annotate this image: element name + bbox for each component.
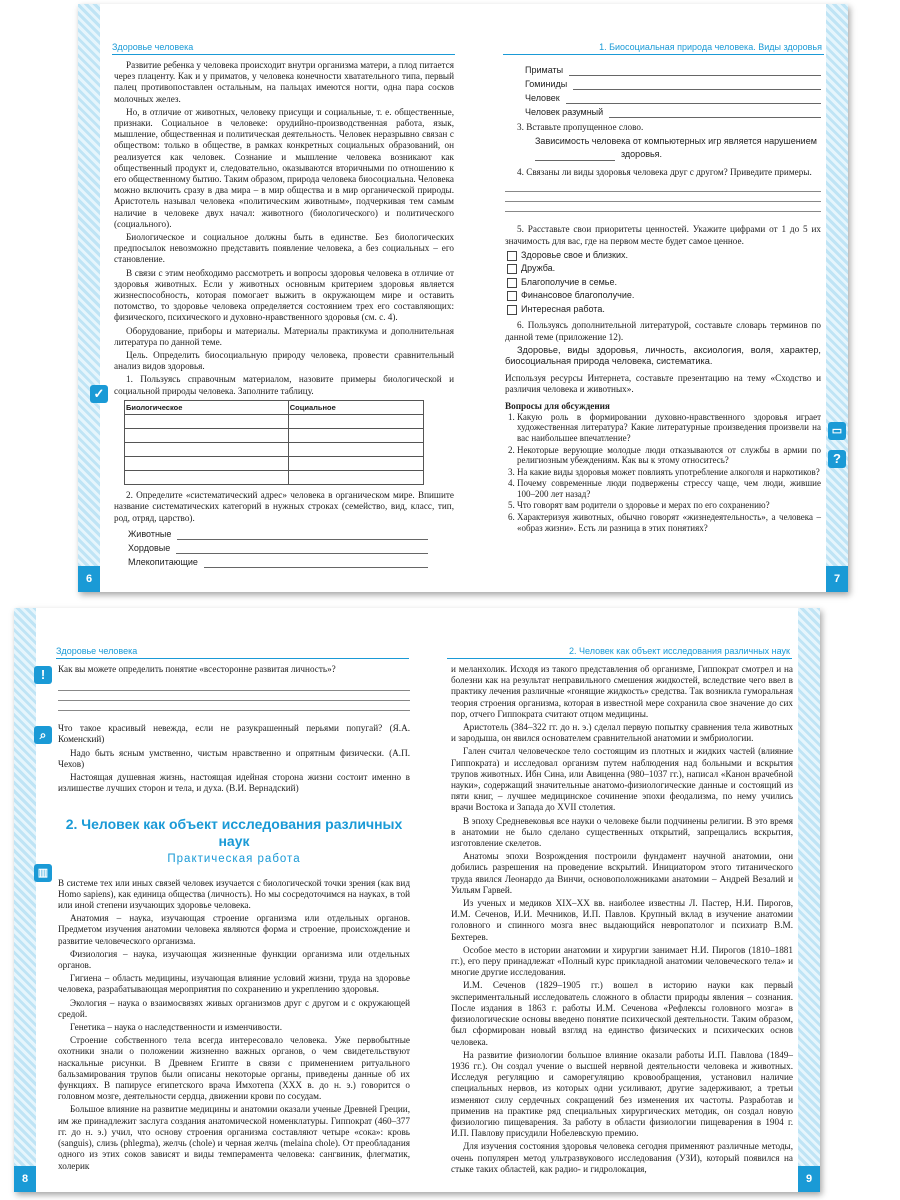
equipment-text: Оборудование, приборы и материалы. Материалы практикума и дополнительная литература по данной теме. xyxy=(114,325,454,347)
page-stripe xyxy=(14,608,36,1192)
taxonomy-field[interactable] xyxy=(525,62,821,76)
checkbox[interactable] xyxy=(507,305,517,315)
page-6-body xyxy=(114,60,454,568)
field-label: Приматы xyxy=(525,64,564,75)
table-cell[interactable] xyxy=(288,415,423,429)
task-3: 3. Вставьте пропущенное слово. xyxy=(517,122,644,132)
header-rule xyxy=(56,658,409,659)
table-cell[interactable] xyxy=(125,429,289,443)
page-number: 8 xyxy=(14,1166,36,1192)
page-stripe xyxy=(826,4,848,592)
running-header: Здоровье человека xyxy=(56,646,138,656)
monitor-icon: ▭ xyxy=(828,422,846,440)
quote: Настоящая душевная жизнь, настоящая идейная сторона жизни состоит именно в излишестве лучших сторон и тела, и духа. (В.И. Вернадский) xyxy=(58,772,410,794)
answer-lines[interactable] xyxy=(505,182,821,212)
taxonomy-field[interactable] xyxy=(128,540,428,554)
paragraph: Большое влияние на развитие медицины и анатомии оказали ученые Древней Греции, им же принадлежит заслуга создания анатомической номенклатуры. Гиппократ (460–377 гг. до н. э.) учил, что основу строения организма составляют четыре «сока»: кровь (sanguis), слизь (phlegma), желчь (chole) и черная желчь (melaina chole). От преобладания одного из этих соков зависят и виды темперамента человека: сангвиник, флегматик, холерик xyxy=(58,1104,410,1171)
table-cell[interactable] xyxy=(288,443,423,457)
header-rule xyxy=(503,54,824,55)
quote: Что такое красивый невежда, если не разукрашенный перьями попугай? (Я.А. Коменский) xyxy=(58,723,410,745)
paragraph: Биологическое и социальное должны быть в единстве. Без биологических предпосылок невозможно представить появление человека, а без социальных – его становление. xyxy=(114,232,454,265)
running-header: Здоровье человека xyxy=(112,42,194,52)
paragraph: В эпоху Средневековья все науки о человеке были подчинены религии. В это время в анатомии не было сделано существенных открытий, запрещались вскрытия, изготовление скелетов. xyxy=(451,815,793,849)
field-label: Человек разумный xyxy=(525,106,604,117)
page-7 xyxy=(463,4,848,592)
chapter-title: 2. Человек как объект исследования различных наук xyxy=(65,816,403,850)
blank-word-input[interactable] xyxy=(535,150,615,161)
table-row xyxy=(125,471,424,485)
table-header: Социальное xyxy=(288,400,423,414)
question-text: Как вы можете определить понятие «всесторонне развитая личность»? xyxy=(58,664,336,674)
task-4: 4. Связаны ли виды здоровья человека друг с другом? Приведите примеры. xyxy=(517,167,812,178)
paragraph: Для изучения состояния здоровья человека сегодня применяют различные методы, очень популярен метод ультразвукового исследования (УЗИ), который появился на стыке таких областей, как радио- и гидролокация, xyxy=(451,1141,793,1174)
value-label: Здоровье свое и близких. xyxy=(521,249,629,260)
quote: Надо быть ясным умственно, чистым нравственно и опрятным физически. (А.П. Чехов) xyxy=(58,747,410,769)
field-label: Человек xyxy=(525,92,560,103)
task-6: 6. Пользуясь дополнительной литературой, составьте словарь терминов по данной теме (приложение 12). xyxy=(505,320,821,342)
questions-title: Вопросы для обсуждения xyxy=(505,400,610,411)
page-9 xyxy=(417,608,820,1192)
field-label: Млекопитающие xyxy=(128,556,198,567)
page-stripe xyxy=(798,608,820,1192)
paragraph: и меланхолик. Исходя из такого представления об организме, Гиппократ смотрел и на болезни как на результат неправильного смешения жидкостей, вследствие чего ввел в практику лечения различные «гонящие жидкость» средства. Так возникла гуморальная теория строения организма, которая в известной мере сохранила свое значение до сих пор, отчего Гиппократа считают отцом медицины. xyxy=(451,664,793,719)
task-2: 2. Определите «систематический адрес» человека в органическом мире. Впишите название систематических категорий в нужных строках (семейство, вид, класс, тип, род, отряд, царство). xyxy=(114,490,454,523)
top-spread xyxy=(78,4,848,592)
field-label: Животные xyxy=(128,528,172,539)
table-cell[interactable] xyxy=(288,457,423,471)
chapter-subtitle: Практическая работа xyxy=(167,853,301,866)
taxonomy-field[interactable] xyxy=(525,76,821,90)
paragraph: Генетика – наука о наследственности и изменчивости. xyxy=(70,1022,283,1033)
goal-text: Цель. Определить биосоциальную природу человека, провести сравнительный анализ видов здоровья. xyxy=(114,350,454,372)
checkbox[interactable] xyxy=(507,264,517,274)
bottom-spread xyxy=(14,608,820,1192)
value-label: Интересная работа. xyxy=(521,303,605,314)
discussion-questions xyxy=(505,412,821,534)
question-item: 6. Характеризуя животных, обычно говорят «жизнедеятельность», а человека – «образ жизни». Есть ли разница в этих понятиях? xyxy=(517,512,821,533)
page-8 xyxy=(14,608,417,1192)
paragraph: Аристотель (384–322 гг. до н. э.) сделал первую попытку сравнения тела животных и зародыша, он явился основателем сравнительной анатомии и эмбриологии. xyxy=(451,722,793,744)
page-number: 6 xyxy=(78,566,100,592)
page-9-body xyxy=(451,664,793,1177)
paragraph: В системе тех или иных связей человек изучается с биологической точки зрения (как вид Homo sapiens), как единица общества (личность). Но мы сосредоточимся на науках, в той или иной степени изучающих здоровье человека. xyxy=(58,877,410,911)
paragraph: Анатомия – наука, изучающая строение организма или отдельных органов. Предметом изучения анатомии человека являются форма и строение, происхождение и развитие человеческого организма. xyxy=(58,913,410,946)
value-label: Благополучие в семье. xyxy=(521,276,617,287)
paragraph: Развитие ребенка у человека происходит внутри организма матери, а плод питается через плаценту. Как и у приматов, у человека конечности хватательного типа, первый палец противопоставлен остальным, на пальцах имеются ногти, одна пара сосков молочных желез. xyxy=(114,60,454,104)
paragraph: Но, в отличие от животных, человеку присущи и социальные, т. е. общественные, признаки. Социальное в человеке: орудийно-производственная работа, язык, мышление, общественная и политическая деятельность. Человек неразрывно связан с обществом: только в обществе, в рамках конкретных социальных образований, он реализуется как человек. Сознание и мышление человека возникают как общественный продукт и, следовательно, оказываются вторичными по отношению к его общественному бытию. Таким образом, природа человека биосоциальна. Человека можно включить сразу в два мира – в мир общества и в мир органической природы. Аристотель называл человека «политическим животным», подчеркивая тем самым наличие в человеке двух начал: животного (биологического) и политического (социального). xyxy=(114,106,454,229)
value-item[interactable] xyxy=(507,303,821,317)
taxonomy-field[interactable] xyxy=(128,526,428,540)
running-header: 2. Человек как объект исследования различных наук xyxy=(569,646,790,656)
paragraph: Гален считал человеческое тело состоящим из плотных и жидких частей (влияние Гиппократа) и исследовал организм путем наблюдения над больными и вскрытия трупов животных. Ибн Сина, или Авиценна (980–1037 гг.), написал «Канон врачебной науки», содержащий значительные анатомо-физиологические данные и состоящий из пяти книг, – лучшее медицинское сочинение эпохи феодализма, по нему учились врачи Востока и Запада до XVII столетия. xyxy=(451,746,793,813)
task-5: 5. Расставьте свои приоритеты ценностей. Укажите цифрами от 1 до 5 их значимость для вас, где на первом месте будет самое ценное. xyxy=(505,224,821,246)
checkbox[interactable] xyxy=(507,251,517,261)
paragraph: Из ученых и медиков XIX–XX вв. наиболее известны Л. Пастер, Н.И. Пирогов, И.М. Сеченов, И.И. Мечников, И.П. Павлов. Крупный вклад в изучение анатомии головного и спинного мозга внес выдающийся невропатолог и психиатр В.М. Бехтерев. xyxy=(451,898,793,942)
checkmark-icon: ✓ xyxy=(90,385,108,403)
field-label: Хордовые xyxy=(128,542,171,553)
value-label: Дружба. xyxy=(521,263,556,274)
question-item: 5. Что говорят вам родители о здоровье и мерах по его сохранению? xyxy=(517,500,821,511)
task-6-terms: Здоровье, виды здоровья, личность, аксиология, воля, характер, биосоциальная природа человека, систематика. xyxy=(505,344,821,366)
value-label: Финансовое благополучие. xyxy=(521,290,635,301)
header-rule xyxy=(447,658,792,659)
task-1: 1. Пользуясь справочным материалом, назовите примеры биологической и социальной природы человека. Заполните таблицу. xyxy=(114,374,454,396)
table-row xyxy=(125,415,424,429)
question-item: 2. Некоторые верующие молодые люди отказываются от службы в армии по религиозным убеждениям. Как вы к этому относитесь? xyxy=(517,445,821,466)
paragraph: И.М. Сеченов (1829–1905 гг.) вошел в историю науки как первый экспериментальный исследователь сложного в области природы явления – сознания. После издания в 1863 г. работы И.М. Сеченова «Рефлексы головного мозга» в физиологические основы введено понятие психической деятельности. Таким образом, был сформирован новый взгляд на единство физических и психических основ человека. xyxy=(451,980,793,1047)
page-7-body xyxy=(505,62,821,534)
running-header: 1. Биосоциальная природа человека. Виды здоровья xyxy=(599,42,822,52)
paragraph: В связи с этим необходимо рассмотреть и вопросы здоровья человека в отличие от здоровья животных. Если у животных основным критерием здоровья является жизнеспособность, которая помогает выжить в окружающем мире и оставить потомство, то здоровье человека определяется состоянием трех его составляющих: физического, психического и духовно-нравственного здоровья (см. с. 4). xyxy=(114,267,454,323)
table-cell[interactable] xyxy=(125,415,289,429)
table-cell[interactable] xyxy=(288,429,423,443)
table-cell[interactable] xyxy=(125,471,289,485)
table-row xyxy=(125,429,424,443)
taxonomy-field[interactable] xyxy=(128,554,428,568)
question-item: 1. Какую роль в формировании духовно-нравственного здоровья играет художественная литература? Какие литературные произведения произвели на вас наибольшее впечатление? xyxy=(517,412,821,444)
book-icon: ▥ xyxy=(34,864,52,882)
question-icon: ? xyxy=(828,450,846,468)
page-6 xyxy=(78,4,463,592)
paragraph: Гигиена – область медицины, изучающая влияние условий жизни, труда на здоровье человека, разрабатывающая мероприятия по сохранению и укреплению здоровья. xyxy=(58,973,410,995)
paragraph: На развитие физиологии большое влияние оказали работы И.П. Павлова (1849–1936 гг.). Он создал учение о высшей нервной деятельности человека и животных. Исследуя регуляцию и саморегуляцию кровообращения, установил наличие специальных нервов, из которых одни усиливают, другие задерживают, а третьи изменяют силу сердечных сокращений без изменения их частоты. Разработав и применив на практике ряд специальных хирургических методик, он создал новую физиологию пищеварения. За работу в области физиологии пищеварения в 1904 г. И.П. Павлову присудили Нобелевскую премию. xyxy=(451,1049,793,1139)
taxonomy-field[interactable] xyxy=(525,104,821,118)
value-item[interactable] xyxy=(507,289,821,303)
field-label: Гоминиды xyxy=(525,78,568,89)
paragraph: Экология – наука о взаимосвязях живых организмов друг с другом и с окружающей средой. xyxy=(58,997,410,1019)
page-number: 9 xyxy=(798,1166,820,1192)
page-number: 7 xyxy=(826,566,848,592)
paragraph: Физиология – наука, изучающая жизненные функции организма или отдельных органов. xyxy=(58,948,410,971)
magnifier-icon: ⌕ xyxy=(34,726,52,744)
paragraph: Строение собственного тела всегда интересовало человека. Уже первобытные охотники знали о положении жизненно важных органов, о чем свидетельствуют наскальные рисунки. В Древнем Египте в связи с применением ритуального бальзамирования трупов были описаны некоторые органы, приведены данные об их функциях. В папирусе египетского врача Имхотепа (XXX в. до н. э.) говорится о головном мозге, деятельности сердца, движении крови по сосудам. xyxy=(58,1035,410,1102)
checkbox[interactable] xyxy=(507,278,517,288)
header-rule xyxy=(112,54,455,55)
value-item[interactable] xyxy=(507,262,821,276)
page-stripe xyxy=(78,4,100,592)
task-3-text: здоровья. xyxy=(621,149,663,160)
internet-task: Используя ресурсы Интернета, составьте презентацию на тему «Сходство и различия человека и животных». xyxy=(505,373,821,395)
paragraph: Анатомы эпохи Возрождения построили фундамент научной анатомии, они добились разрешения на проведение вскрытий. Инициатором этого титанического труда явился Леонардо да Винчи, основоположниками анатомии – Андрей Везалий и Уильям Гарвей. xyxy=(451,851,793,895)
table-row xyxy=(125,457,424,471)
table-cell[interactable] xyxy=(288,471,423,485)
paragraph: Особое место в истории анатомии и хирургии занимает Н.И. Пирогов (1810–1881 гг.), его перу принадлежат «Полный курс прикладной анатомии человеческого тела» и многие другие исследования. xyxy=(451,944,793,978)
exclamation-icon: ! xyxy=(34,666,52,684)
table-row xyxy=(125,443,424,457)
checkbox[interactable] xyxy=(507,291,517,301)
bio-social-table xyxy=(124,400,424,485)
value-item[interactable] xyxy=(507,249,821,263)
table-header: Биологическое xyxy=(125,400,289,414)
answer-lines[interactable] xyxy=(58,681,410,711)
question-item: 3. На какие виды здоровья может повлиять употребление алкоголя и наркотиков? xyxy=(517,467,821,478)
taxonomy-field[interactable] xyxy=(525,90,821,104)
table-cell[interactable] xyxy=(125,457,289,471)
table-cell[interactable] xyxy=(125,443,289,457)
value-item[interactable] xyxy=(507,276,821,290)
question-item: 4. Почему современные люди подвержены стрессу чаще, чем люди, жившие 100–200 лет назад? xyxy=(517,478,821,499)
task-3-text: Зависимость человека от компьютерных игр является нарушением xyxy=(535,136,817,147)
page-8-body xyxy=(58,664,410,1174)
